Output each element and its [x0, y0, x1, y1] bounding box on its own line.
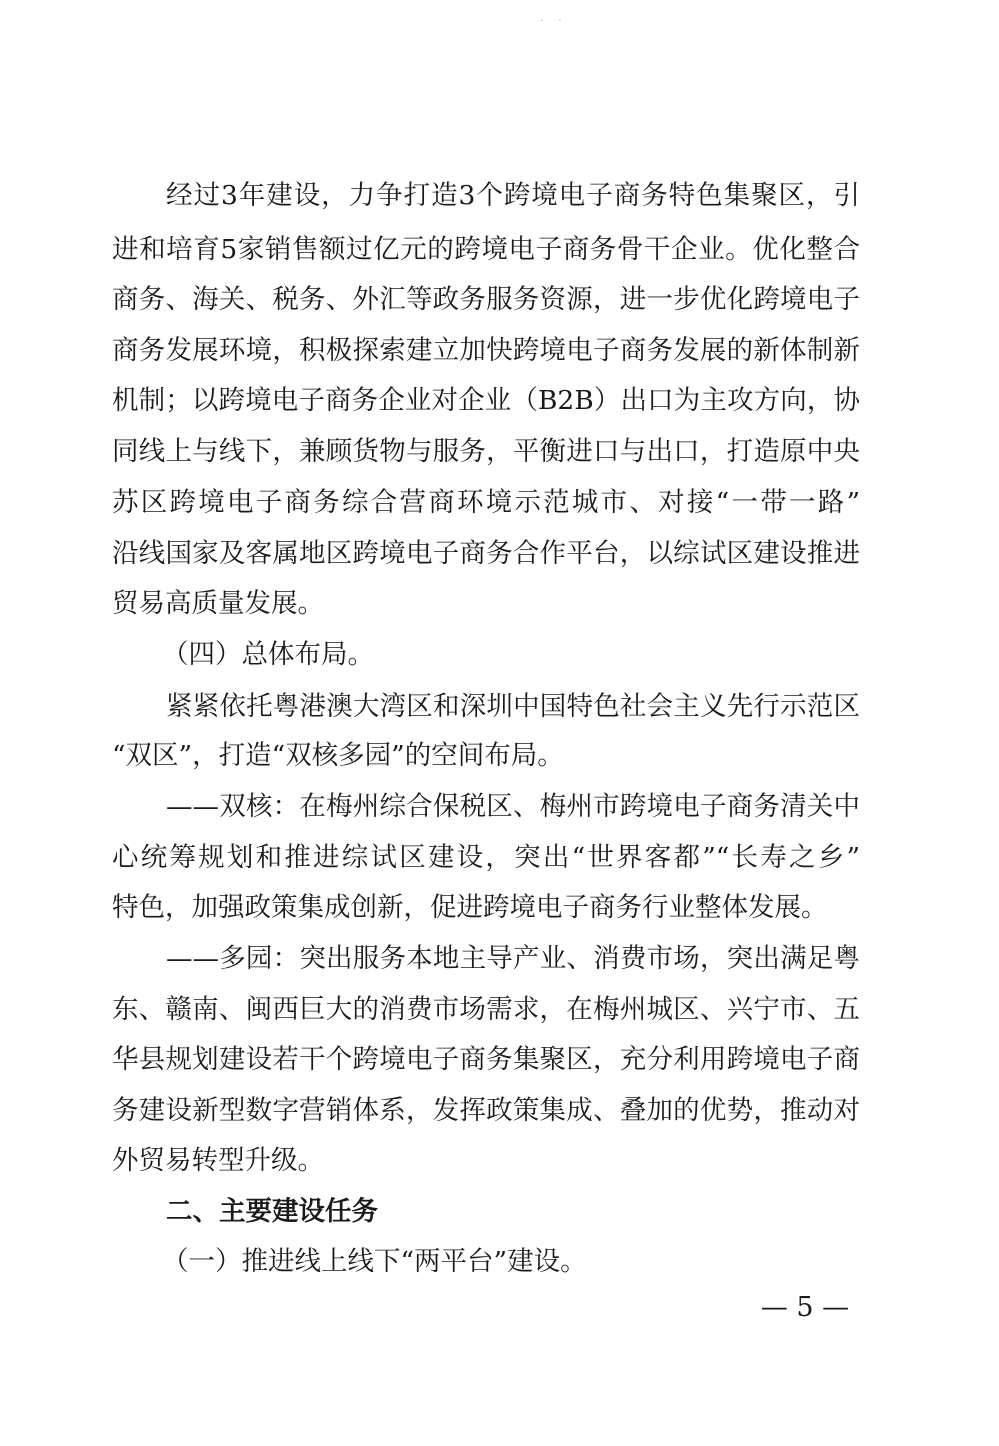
paragraph-line: “双区”，打造“双核多园”的空间布局。	[112, 740, 564, 771]
paragraph-line: 心统筹规划和推进综试区建设，突出“世界客都”“长寿之乡”	[112, 842, 860, 873]
paragraph-line: ——双核：在梅州综合保税区、梅州市跨境电子商务清关中	[166, 791, 860, 822]
paragraph-line: 务建设新型数字营销体系，发挥政策集成、叠加的优势，推动对	[112, 1095, 860, 1126]
paragraph-line: 紧紧依托粤港澳大湾区和深圳中国特色社会主义先行示范区	[166, 691, 860, 722]
subsection-heading: （一）推进线上线下“两平台”建设。	[162, 1246, 587, 1277]
paragraph-line: 进和培育5家销售额过亿元的跨境电子商务骨干企业。优化整合	[112, 234, 860, 265]
paragraph-line: 同线上与线下，兼顾货物与服务，平衡进口与出口，打造原中央	[112, 436, 860, 467]
paragraph-line: 机制；以跨境电子商务企业对企业（B2B）出口为主攻方向，协	[112, 385, 860, 416]
paragraph-line: 贸易高质量发展。	[112, 588, 324, 619]
paragraph-line: 苏区跨境电子商务综合营商环境示范城市、对接“一带一路”	[112, 487, 860, 518]
section-heading-main-tasks: 二、主要建设任务	[166, 1196, 378, 1227]
paragraph-line: 东、赣南、闽西巨大的消费市场需求，在梅州城区、兴宁市、五	[112, 994, 860, 1025]
paragraph-line: 商务发展环境，积极探索建立加快跨境电子商务发展的新体制新	[112, 335, 860, 366]
section-heading: （四）总体布局。	[162, 639, 374, 670]
paragraph-line: ——多园：突出服务本地主导产业、消费市场，突出满足粤	[166, 943, 860, 974]
paragraph-line: 商务、海关、税务、外汇等政务服务资源，进一步优化跨境电子	[112, 284, 860, 315]
scan-artifact-marks: · ·	[540, 16, 568, 27]
paragraph-line: 华县规划建设若干个跨境电子商务集聚区，充分利用跨境电子商	[112, 1044, 860, 1075]
paragraph-line: 沿线国家及客属地区跨境电子商务合作平台，以综试区建设推进	[112, 538, 860, 569]
page-number: — 5 —	[760, 1292, 850, 1323]
paragraph-line: 经过3年建设，力争打造3个跨境电子商务特色集聚区，引	[166, 180, 860, 211]
paragraph-line: 外贸易转型升级。	[112, 1145, 324, 1176]
paragraph-line: 特色，加强政策集成创新，促进跨境电子商务行业整体发展。	[112, 892, 828, 923]
